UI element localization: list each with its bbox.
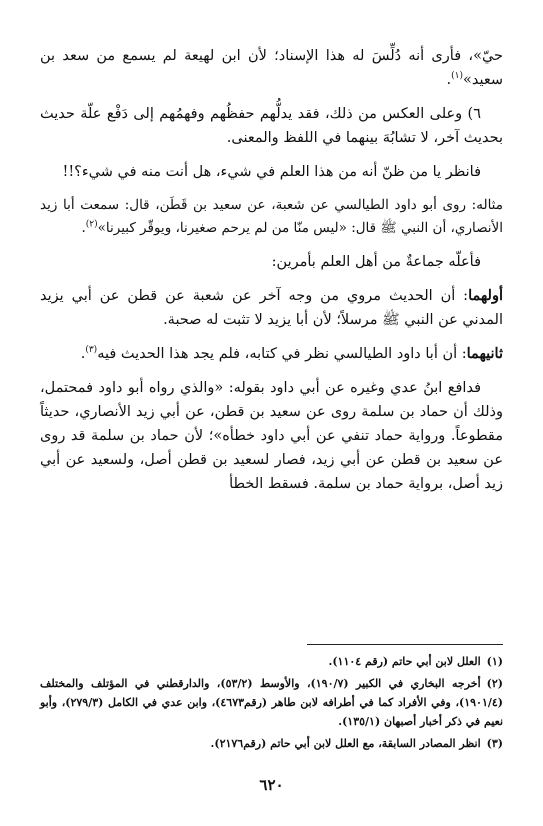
page-number: ٦٢٠ [259, 776, 284, 794]
paragraph-1-end: . [446, 72, 452, 88]
paragraph-2-text: ٦) وعلى العكس من ذلك، فقد يدلُّهم حفظُهم وفهمُهم إلى دَفْع علّة حديث بحديث آخر، لا تشابُهَ بينهما في اللفظ والمعنى. [40, 106, 503, 146]
paragraph-6 [40, 284, 503, 332]
footnote-3 [40, 734, 503, 753]
paragraph-3 [40, 160, 503, 184]
paragraph-4-end: . [81, 220, 86, 236]
footnote-divider [307, 644, 503, 645]
footnote-1-text: العلل لابن أبي حاتم (رقم ١١٠٤). [328, 655, 481, 668]
paragraph-5-text: فأعلّه جماعةٌ من أهل العلم بأمرين: [271, 254, 481, 270]
footnotes [40, 652, 503, 756]
footnote-3-text: انظر المصادر السابقة، مع العلل لابن أبي حاتم (رقم٢١٧٦). [210, 737, 481, 750]
footnote-2-text: أخرجه البخاري في الكبير (١٩٠/٧)، والأوسط (٥٣/٢)، والدارقطني في المؤتلف والمختلف (١٩٠١/٤)، وفي الأفراد كما في أطرافه لابن طاهر (رقم٤٦٧٣)، وابن عدي في الكامل (٢٧٩/٣)، وأبو نعيم في ذكر أخبار أصبهان (١٣٥/١). [40, 677, 504, 728]
footnote-ref-2: (٢) [85, 219, 98, 230]
paragraph-1 [40, 44, 503, 92]
footnote-ref-1: (١) [451, 71, 463, 82]
paragraph-8-text: فدافع ابنُ عدي وغيره عن أبي داود بقوله: «والذي رواه أبو داود فمحتمل، وذلك أن حماد بن سلمة روى عن سعيد بن قطن، عن أبي زيد الأنصاري، حديثاً مقطوعاً. ورواية حماد تنفي عن أبي داود خطأه»؛ لأن حماد بن سلمة قد روى عن سعيد بن قطن عن أبي زيد، فصار لسعيد بن قطن أصل، ولسعيد عن أبي زيد أصل، برواية حماد بن سلمة. فسقط الخطأ [40, 380, 503, 492]
paragraph-7-end: . [80, 346, 86, 362]
footnote-1 [40, 652, 503, 671]
page-body [40, 44, 503, 506]
paragraph-5 [40, 250, 503, 274]
paragraph-2 [40, 102, 503, 150]
paragraph-6-lead: أولهما [468, 287, 503, 304]
footnote-2-number: (٢) [486, 677, 503, 690]
paragraph-8 [40, 376, 503, 496]
footnote-2 [40, 674, 503, 731]
footnote-3-number: (٣) [486, 737, 503, 750]
paragraph-7 [40, 342, 503, 366]
paragraph-7-text: : أن أبا داود الطيالسي نظر في كتابه، فلم يجد هذا الحديث فيه [97, 346, 467, 362]
footnote-ref-3: (٣) [85, 345, 98, 356]
paragraph-4-text: مثاله: روى أبو داود الطيالسي عن شعبة، عن سعيد بن قَطَن، قال: سمعت أبا زيد الأنصاري، أن النبي ﷺ قال: «ليس منّا من لم يرحم صغيرنا، ويوقّر كبيرنا» [40, 197, 503, 236]
paragraph-1-text: حيّ»، فأرى أنه دُلِّسَ له هذا الإسناد؛ لأن ابن لهيعة لم يسمع من سعد بن سعيد» [40, 48, 503, 88]
footnote-1-number: (١) [486, 655, 503, 668]
paragraph-6-text: : أن الحديث مروي من وجه آخر عن شعبة عن قطن عن أبي يزيد المدني عن النبي ﷺ مرسلاً؛ لأن أبا يزيد لا تثبت له صحبة. [40, 288, 503, 328]
paragraph-3-text: فانظر يا من ظنّ أنه من هذا العلم في شيء، هل أنت منه في شيء؟!! [62, 164, 481, 180]
paragraph-4 [40, 194, 503, 240]
paragraph-7-lead: ثانيهما [466, 345, 503, 362]
